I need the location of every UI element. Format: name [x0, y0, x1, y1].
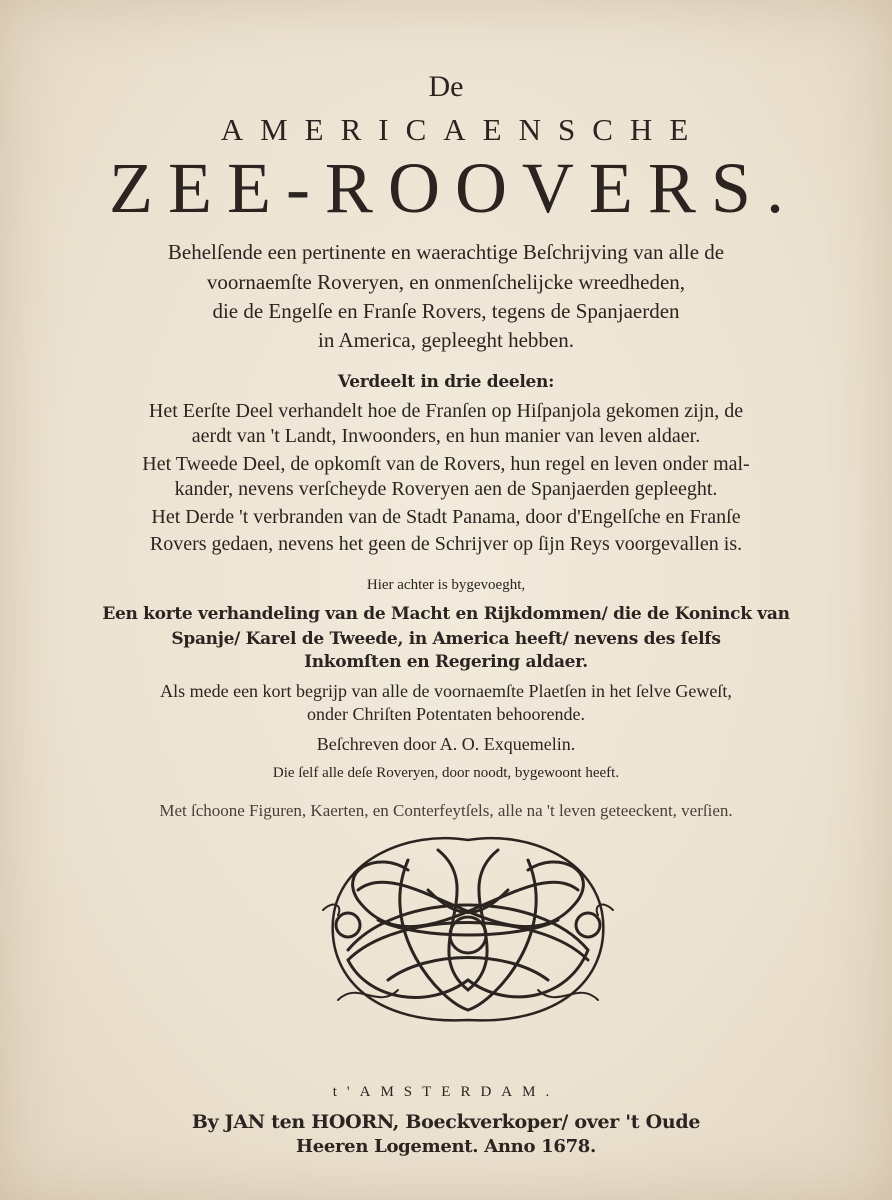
subtitle-line: Behelſende een pertinente en waerachtige Beſchrijving van alle de — [167, 240, 725, 264]
appendix-intro: Hier achter is bygevoeght, — [366, 577, 526, 593]
parts-line: Het Eerſte Deel verhandelt hoe de Franſen op Hiſpanjola gekomen zijn, de — [148, 400, 744, 422]
figures-line: Met ſchoone Figuren, Kaerten, en Conterfeytſels, alle na 't leven geteeckent, verſien. — [159, 801, 733, 820]
title-zee-roovers: ZEE-ROOVERS. — [109, 148, 799, 228]
title-de: De — [428, 70, 464, 103]
imprint-address: Heeren Logement. Anno 1678. — [295, 1136, 596, 1157]
parts-heading: Verdeelt in drie deelen: — [337, 372, 555, 392]
subtitle-line: die de Engelſe en Franſe Rovers, tegens de Spanjaerden — [212, 299, 680, 323]
parts-line: Rovers gedaen, nevens het geen de Schrijver op ſijn Reys voorgevallen is. — [149, 533, 743, 555]
parts-line: Het Derde 't verbranden van de Stadt Panama, door d'Engelſche en Franſe — [151, 506, 741, 528]
author-line: Beſchreven door A. O. Exquemelin. — [316, 734, 576, 754]
title-americaensche: AMERICAENSCHE — [220, 112, 706, 147]
witness-line: Die ſelf alle deſe Roveryen, door noodt, bygewoont heeft. — [272, 765, 620, 781]
appendix-line: Een korte verhandeling van de Macht en Rijkdommen/ die de Koninck van — [102, 604, 790, 624]
subtitle-line: voornaemſte Roveryen, en onmenſchelijcke wreedheden, — [206, 270, 686, 294]
imprint-city: t'AMSTERDAM. — [332, 1084, 560, 1100]
ornament-monogram-icon — [318, 830, 618, 1030]
places-line: onder Chriſten Potentaten behoorende. — [307, 704, 585, 724]
appendix-line: Spanje/ Karel de Tweede, in America heeft/ nevens des ſelfs — [171, 629, 721, 649]
parts-line: kander, nevens verſcheyde Roveryen aen de Spanjaerden gepleeght. — [174, 478, 718, 500]
subtitle-line: in America, gepleeght hebben. — [318, 328, 574, 352]
imprint-publisher: By JAN ten HOORN, Boeckverkoper/ over 't Oude — [191, 1111, 701, 1133]
appendix-line: Inkomſten en Regering aldaer. — [304, 652, 588, 672]
parts-line: aerdt van 't Landt, Inwoonders, en hun manier van leven aldaer. — [191, 425, 701, 447]
parts-line: Het Tweede Deel, de opkomſt van de Rovers, hun regel en leven onder mal- — [142, 453, 750, 475]
places-line: Als mede een kort begrijp van alle de voornaemſte Plaetſen in het ſelve Geweſt, — [160, 681, 732, 701]
